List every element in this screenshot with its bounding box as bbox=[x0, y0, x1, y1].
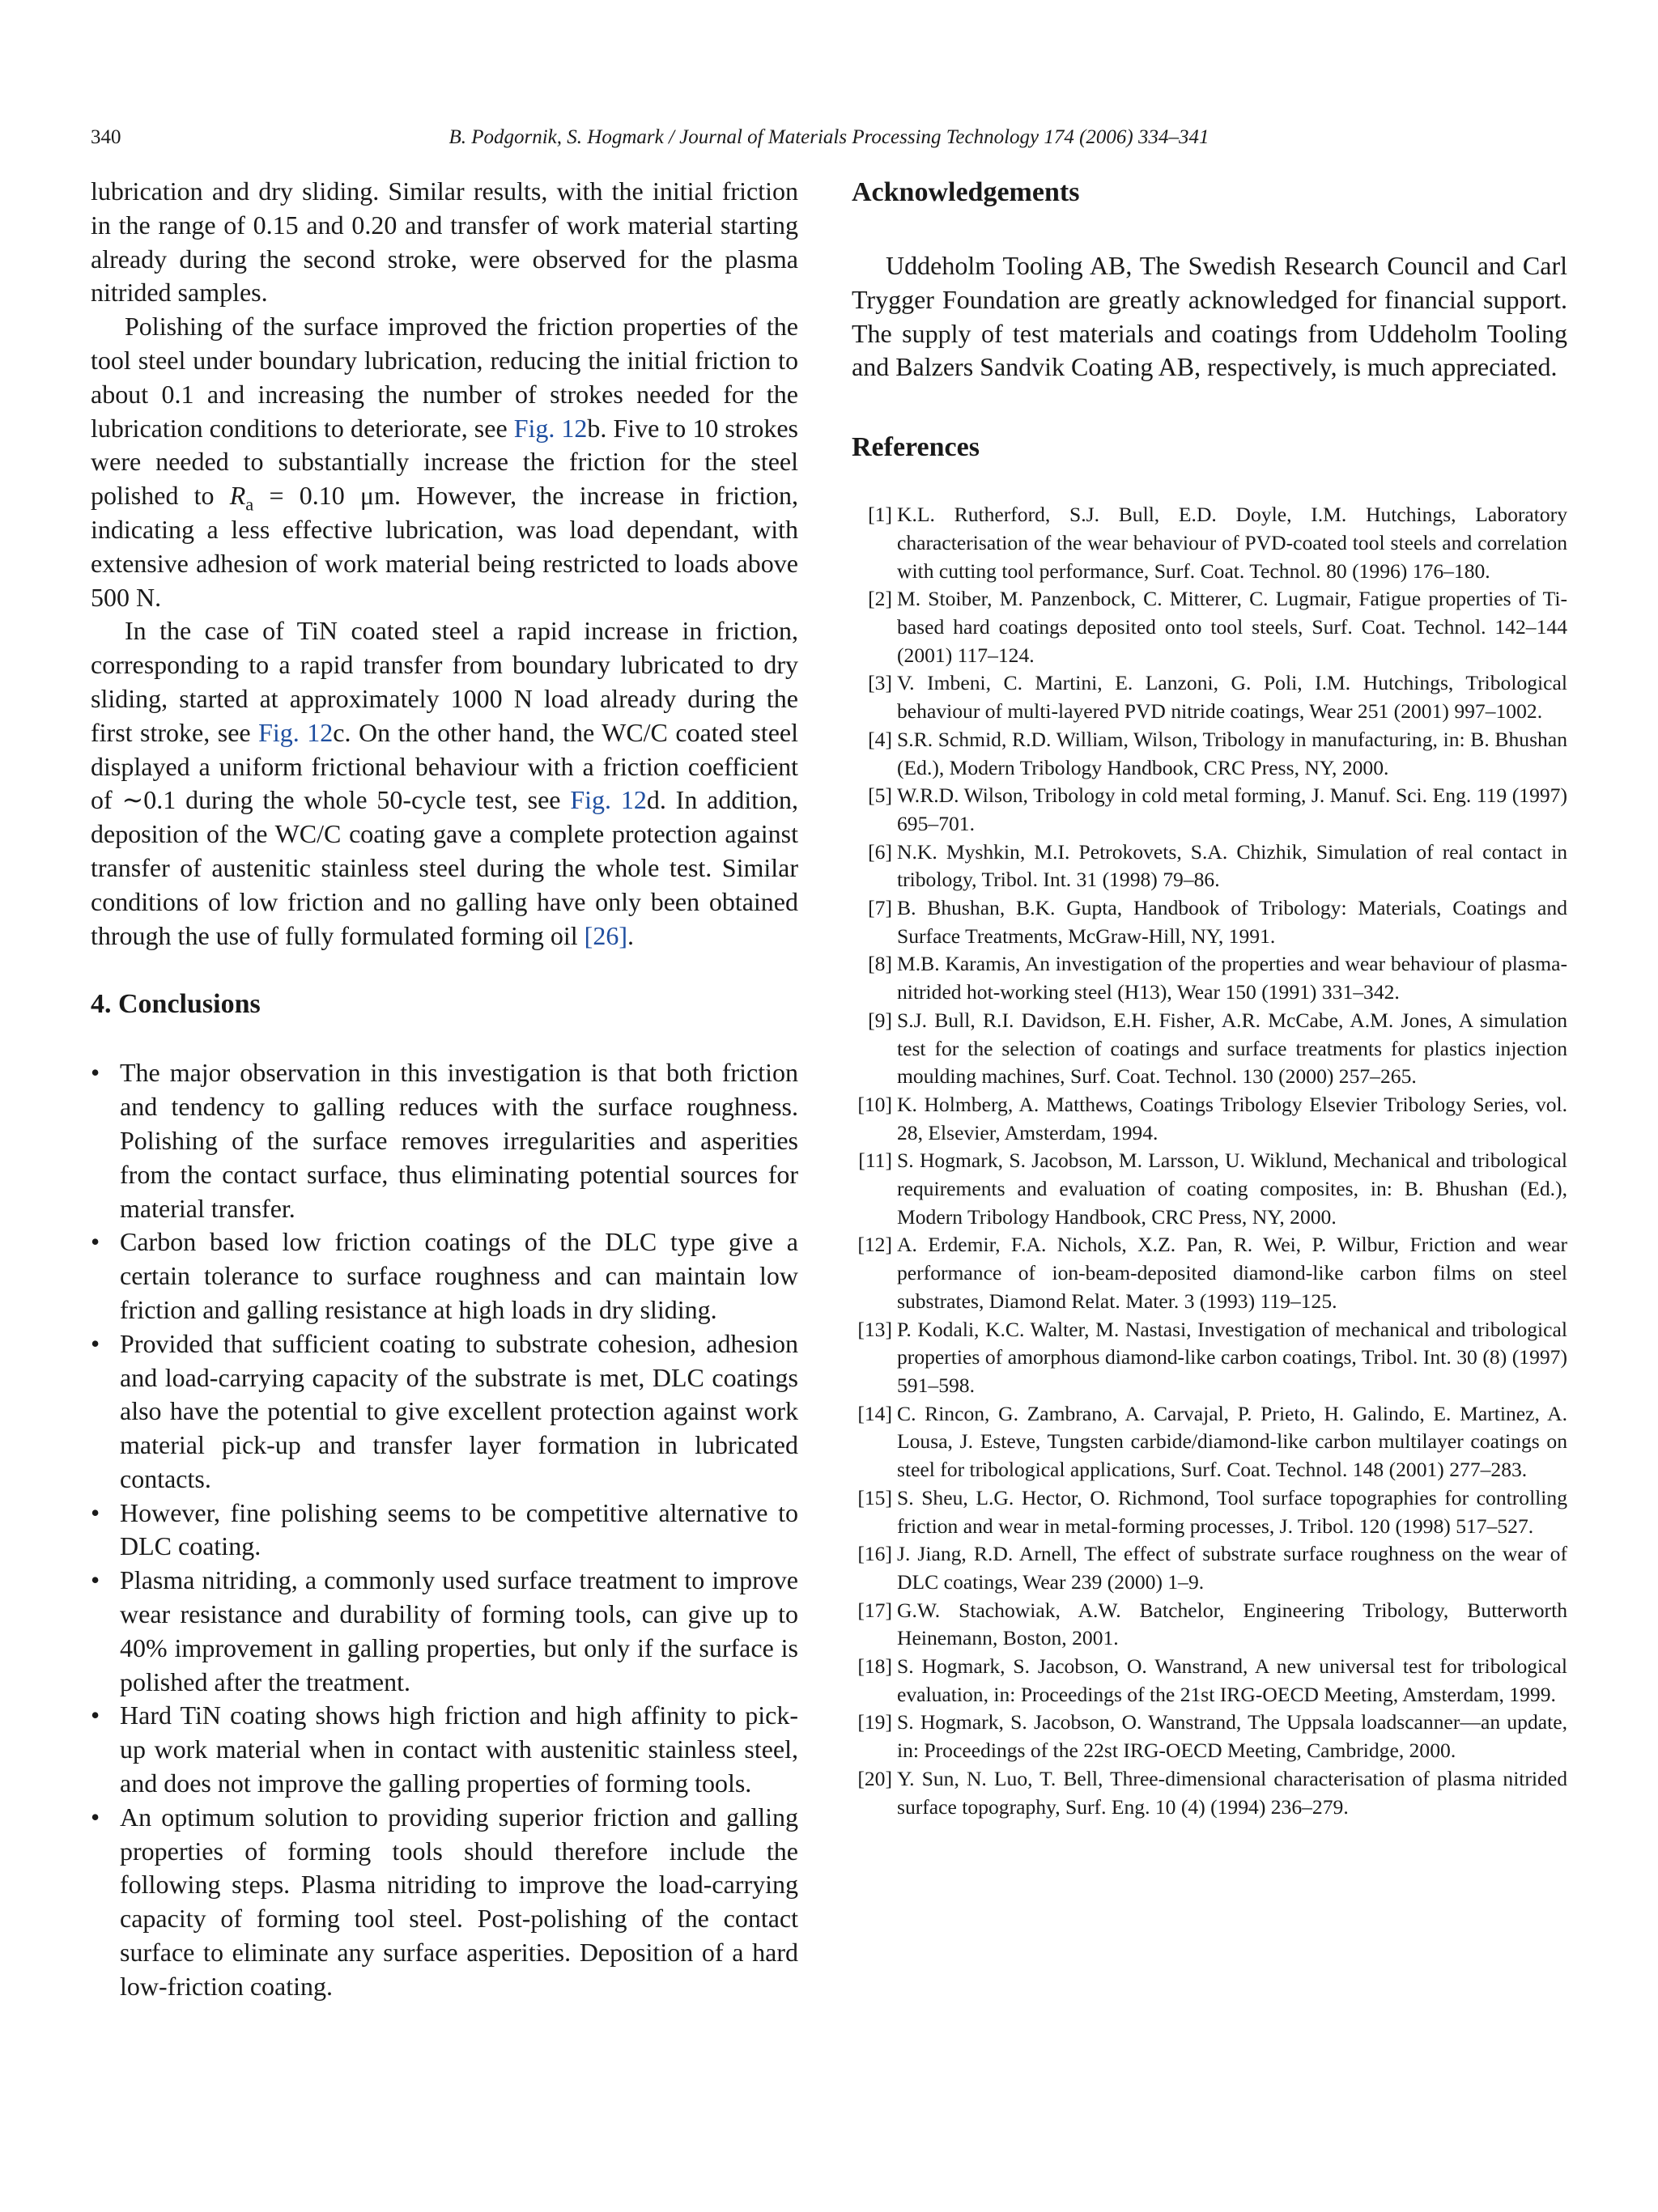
reference-item bbox=[852, 1400, 1567, 1484]
reference-26-link[interactable]: [26] bbox=[584, 920, 627, 950]
page-number: 340 bbox=[91, 126, 121, 148]
reference-number: [11] bbox=[858, 1148, 892, 1173]
reference-item bbox=[852, 1484, 1567, 1540]
reference-number: [17] bbox=[857, 1598, 892, 1622]
reference-text: A. Erdemir, F.A. Nichols, X.Z. Pan, R. Wei, P. Wilbur, Friction and wear performance of ion-beam-deposited diamond-like carbon films on steel substrates, Diamond Relat. Mater. 3 (1993) 119–125. bbox=[897, 1233, 1567, 1313]
reference-number: [14] bbox=[857, 1401, 892, 1425]
left-column bbox=[91, 175, 798, 2004]
reference-item bbox=[852, 1653, 1567, 1709]
text-run: b. Five to 10 strokes were needed to substantially increase the friction for the steel polished to bbox=[91, 413, 799, 511]
reference-text: B. Bhushan, B.K. Gupta, Handbook of Tribology: Materials, Coatings and Surface Treatments, McGraw-Hill, NY, 1991. bbox=[897, 896, 1567, 948]
reference-item bbox=[852, 1007, 1567, 1091]
reference-item bbox=[852, 1147, 1567, 1231]
bullet-icon: • bbox=[91, 1497, 100, 1527]
conclusion-item bbox=[91, 1497, 798, 1565]
bullet-icon: • bbox=[91, 1328, 100, 1358]
reference-item bbox=[852, 1597, 1567, 1653]
reference-text: W.R.D. Wilson, Tribology in cold metal forming, J. Manuf. Sci. Eng. 119 (1997) 695–701. bbox=[897, 783, 1567, 835]
ra-subscript: a bbox=[245, 494, 254, 515]
paragraph-polishing bbox=[91, 310, 798, 614]
paragraph-tin-coated bbox=[91, 614, 798, 953]
reference-text: V. Imbeni, C. Martini, E. Lanzoni, G. Poli, I.M. Hutchings, Tribological behaviour of multi-layered PVD nitride coatings, Wear 251 (2001) 997–1002. bbox=[897, 671, 1567, 724]
reference-number: [5] bbox=[868, 783, 892, 808]
ra-symbol: R bbox=[229, 481, 246, 511]
reference-number: [19] bbox=[857, 1710, 892, 1734]
reference-text: N.K. Myshkin, M.I. Petrokovets, S.A. Chizhik, Simulation of real contact in tribology, Tribol. Int. 31 (1998) 79–86. bbox=[897, 839, 1567, 892]
reference-text: K. Holmberg, A. Matthews, Coatings Tribology Elsevier Tribology Series, vol. 28, Elsevier, Amsterdam, 1994. bbox=[897, 1092, 1567, 1144]
reference-list bbox=[852, 501, 1567, 1821]
reference-text: S. Hogmark, S. Jacobson, O. Wanstrand, A new universal test for tribological evaluation, in: Proceedings of the 21st IRG-OECD Meeting, Amsterdam, 1999. bbox=[897, 1654, 1567, 1706]
reference-number: [18] bbox=[857, 1654, 892, 1679]
reference-item bbox=[852, 726, 1567, 782]
reference-item bbox=[852, 1765, 1567, 1821]
reference-item bbox=[852, 839, 1567, 894]
bullet-icon: • bbox=[91, 1227, 100, 1257]
reference-text: Y. Sun, N. Luo, T. Bell, Three-dimensional characterisation of plasma nitrided surface topography, Surf. Eng. 10 (4) (1994) 236–279. bbox=[897, 1766, 1567, 1819]
reference-item bbox=[852, 894, 1567, 950]
text-run: . bbox=[627, 920, 634, 950]
conclusion-item bbox=[91, 1225, 798, 1327]
reference-text: J. Jiang, R.D. Arnell, The effect of substrate surface roughness on the wear of DLC coatings, Wear 239 (2000) 1–9. bbox=[897, 1542, 1567, 1594]
text-run: c. On the other hand, the WC/C coated steel displayed a uniform frictional behaviour with a friction coefficient of ∼0.1 during the whole 50-cycle test, see bbox=[91, 717, 799, 815]
reference-item bbox=[852, 1316, 1567, 1400]
conclusion-text: Hard TiN coating shows high friction and high affinity to pick-up work material when in contact with austenitic stainless steel, and does not improve the galling properties of forming tools. bbox=[120, 1700, 798, 1798]
conclusion-item bbox=[91, 1699, 798, 1800]
reference-text: M. Stoiber, M. Panzenbock, C. Mitterer, C. Lugmair, Fatigue properties of Ti-based hard coatings deposited onto tool steels, Surf. Coat. Technol. 142–144 (2001) 117–124. bbox=[897, 587, 1567, 667]
reference-text: G.W. Stachowiak, A.W. Batchelor, Engineering Tribology, Butterworth Heinemann, Boston, 2001. bbox=[897, 1598, 1567, 1650]
reference-number: [12] bbox=[857, 1233, 892, 1257]
reference-text: S. Hogmark, S. Jacobson, O. Wanstrand, The Uppsala loadscanner—an update, in: Proceedings of the 22st IRG-OECD Meeting, Cambridge, 2000. bbox=[897, 1710, 1567, 1763]
acknowledgements-text: Uddeholm Tooling AB, The Swedish Research Council and Carl Trygger Foundation are greatly acknowledged for financial support. The supply of test materials and coatings from Uddeholm Tooling and Balzers Sandvik Coating AB, respectively, is much appreciated. bbox=[852, 251, 1567, 382]
conclusion-item bbox=[91, 1564, 798, 1699]
reference-text: S. Sheu, L.G. Hector, O. Richmond, Tool surface topographies for controlling friction and wear in metal-forming processes, J. Tribol. 120 (1998) 517–527. bbox=[897, 1485, 1567, 1538]
reference-number: [8] bbox=[868, 952, 892, 976]
reference-item bbox=[852, 585, 1567, 669]
right-column bbox=[852, 175, 1567, 1821]
page-header bbox=[91, 123, 1567, 152]
reference-number: [16] bbox=[857, 1542, 892, 1566]
text-run: Polishing of the surface improved the friction properties of the tool steel under boundary lubrication, reducing the initial friction to about 0.1 and increasing the number of strokes needed for the lubrication conditions to deteriorate, see bbox=[91, 312, 798, 443]
reference-text: K.L. Rutherford, S.J. Bull, E.D. Doyle, I.M. Hutchings, Laboratory characterisation of the wear behaviour of PVD-coated tool steels and correlation with cutting tool performance, Surf. Coat. Technol. 80 (1996) 176–180. bbox=[897, 503, 1567, 583]
reference-text: P. Kodali, K.C. Walter, M. Nastasi, Investigation of mechanical and tribological properties of amorphous diamond-like carbon coatings, Tribol. Int. 30 (8) (1997) 591–598. bbox=[897, 1317, 1567, 1397]
conclusion-item bbox=[91, 1056, 798, 1225]
reference-text: C. Rincon, G. Zambrano, A. Carvajal, P. Prieto, H. Galindo, E. Martinez, A. Lousa, J. Esteve, Tungsten carbide/diamond-like carbon multilayer coatings on steel for tribological applications, Surf. Coat. Technol. 148 (2001) 277–283. bbox=[897, 1401, 1567, 1482]
reference-item bbox=[852, 782, 1567, 838]
acknowledgements-heading: Acknowledgements bbox=[852, 177, 1080, 207]
conclusions-heading: 4. Conclusions bbox=[91, 989, 261, 1020]
conclusion-item bbox=[91, 1801, 798, 2004]
reference-number: [6] bbox=[868, 839, 892, 864]
figure-12c-link[interactable]: Fig. 12 bbox=[258, 717, 334, 747]
references-heading: References bbox=[852, 432, 980, 463]
reference-item bbox=[852, 1540, 1567, 1596]
figure-12d-link[interactable]: Fig. 12 bbox=[570, 785, 647, 815]
conclusion-item bbox=[91, 1327, 798, 1497]
bullet-icon: • bbox=[91, 1058, 100, 1088]
reference-text: S. Hogmark, S. Jacobson, M. Larsson, U. Wiklund, Mechanical and tribological requirements and evaluation of coating composites, in: B. Bhushan (Ed.), Modern Tribology Handbook, CRC Press, NY, 2000. bbox=[897, 1148, 1567, 1229]
paragraph-continued: lubrication and dry sliding. Similar results, with the initial friction in the range of 0.15 and 0.20 and transfer of work material starting already during the second stroke, were observed for the plasma nitrided samples. bbox=[91, 176, 798, 308]
conclusion-text: Plasma nitriding, a commonly used surface treatment to improve wear resistance and durability of forming tools, can give up to 40% improvement in galling properties, but only if the surface is polished after the treatment. bbox=[120, 1565, 798, 1696]
reference-number: [15] bbox=[857, 1485, 892, 1509]
reference-number: [10] bbox=[857, 1092, 892, 1116]
reference-number: [4] bbox=[868, 727, 892, 751]
figure-12-link[interactable]: Fig. 12 bbox=[513, 413, 588, 443]
running-head: B. Podgornik, S. Hogmark / Journal of Materials Processing Technology 174 (2006) 334–341 bbox=[449, 126, 1209, 148]
reference-number: [7] bbox=[868, 896, 892, 920]
reference-text: M.B. Karamis, An investigation of the properties and wear behaviour of plasma-nitrided hot-working steel (H13), Wear 150 (1991) 331–342. bbox=[897, 952, 1567, 1004]
reference-number: [3] bbox=[868, 671, 892, 695]
reference-number: [20] bbox=[857, 1766, 892, 1790]
text-run: = 0.10 μm. However, the increase in friction, indicating a less effective lubrication, was load dependant, with extensive adhesion of work material being restricted to loads above 500 N. bbox=[91, 481, 799, 612]
conclusion-text: Provided that sufficient coating to substrate cohesion, adhesion and load-carrying capacity of the substrate is met, DLC coatings also have the potential to give excellent protection against work material pick-up and transfer layer formation in lubricated contacts. bbox=[120, 1328, 798, 1493]
text-run: In the case of TiN coated steel a rapid increase in friction, corresponding to a rapid transfer from boundary lubricated to dry sliding, started at approximately 1000 N load already during the first stroke, see bbox=[91, 616, 798, 747]
conclusion-text: However, fine polishing seems to be competitive alternative to DLC coating. bbox=[120, 1497, 798, 1561]
conclusion-text: An optimum solution to providing superior friction and galling properties of forming tools should therefore include the following steps. Plasma nitriding to improve the load-carrying capacity of forming tool steel. Post-polishing of the contact surface to eliminate any surface asperities. Deposition of a hard low-friction coating. bbox=[120, 1802, 798, 2001]
reference-item bbox=[852, 1231, 1567, 1315]
reference-item bbox=[852, 669, 1567, 725]
reference-number: [1] bbox=[868, 503, 892, 527]
reference-item bbox=[852, 501, 1567, 585]
text-run: d. In addition, deposition of the WC/C coating gave a complete protection against transfer of austenitic stainless steel during the whole test. Similar conditions of low friction and no galling have only been obtained through the use of fully formulated forming oil bbox=[91, 785, 799, 950]
reference-number: [2] bbox=[868, 587, 892, 611]
reference-number: [13] bbox=[857, 1317, 892, 1341]
reference-text: S.R. Schmid, R.D. William, Wilson, Tribology in manufacturing, in: B. Bhushan (Ed.), Modern Tribology Handbook, CRC Press, NY, 2000. bbox=[897, 727, 1567, 779]
conclusions-list bbox=[91, 1056, 798, 2003]
bullet-icon: • bbox=[91, 1700, 100, 1730]
reference-item bbox=[852, 950, 1567, 1006]
reference-item bbox=[852, 1091, 1567, 1147]
reference-number: [9] bbox=[868, 1008, 892, 1032]
conclusion-text: The major observation in this investigation is that both friction and tendency to galling reduces with the surface roughness. Polishing of the surface removes irregularities and asperities from the contact surface, thus eliminating potential sources for material transfer. bbox=[120, 1058, 798, 1223]
bullet-icon: • bbox=[91, 1565, 100, 1595]
bullet-icon: • bbox=[91, 1802, 100, 1832]
reference-item bbox=[852, 1709, 1567, 1764]
conclusion-text: Carbon based low friction coatings of the DLC type give a certain tolerance to surface roughness and can maintain low friction and galling resistance at high loads in dry sliding. bbox=[120, 1227, 798, 1324]
reference-text: S.J. Bull, R.I. Davidson, E.H. Fisher, A.R. McCabe, A.M. Jones, A simulation test for the selection of coatings and surface treatments for plastics injection moulding machines, Surf. Coat. Technol. 130 (2000) 257–265. bbox=[897, 1008, 1567, 1089]
